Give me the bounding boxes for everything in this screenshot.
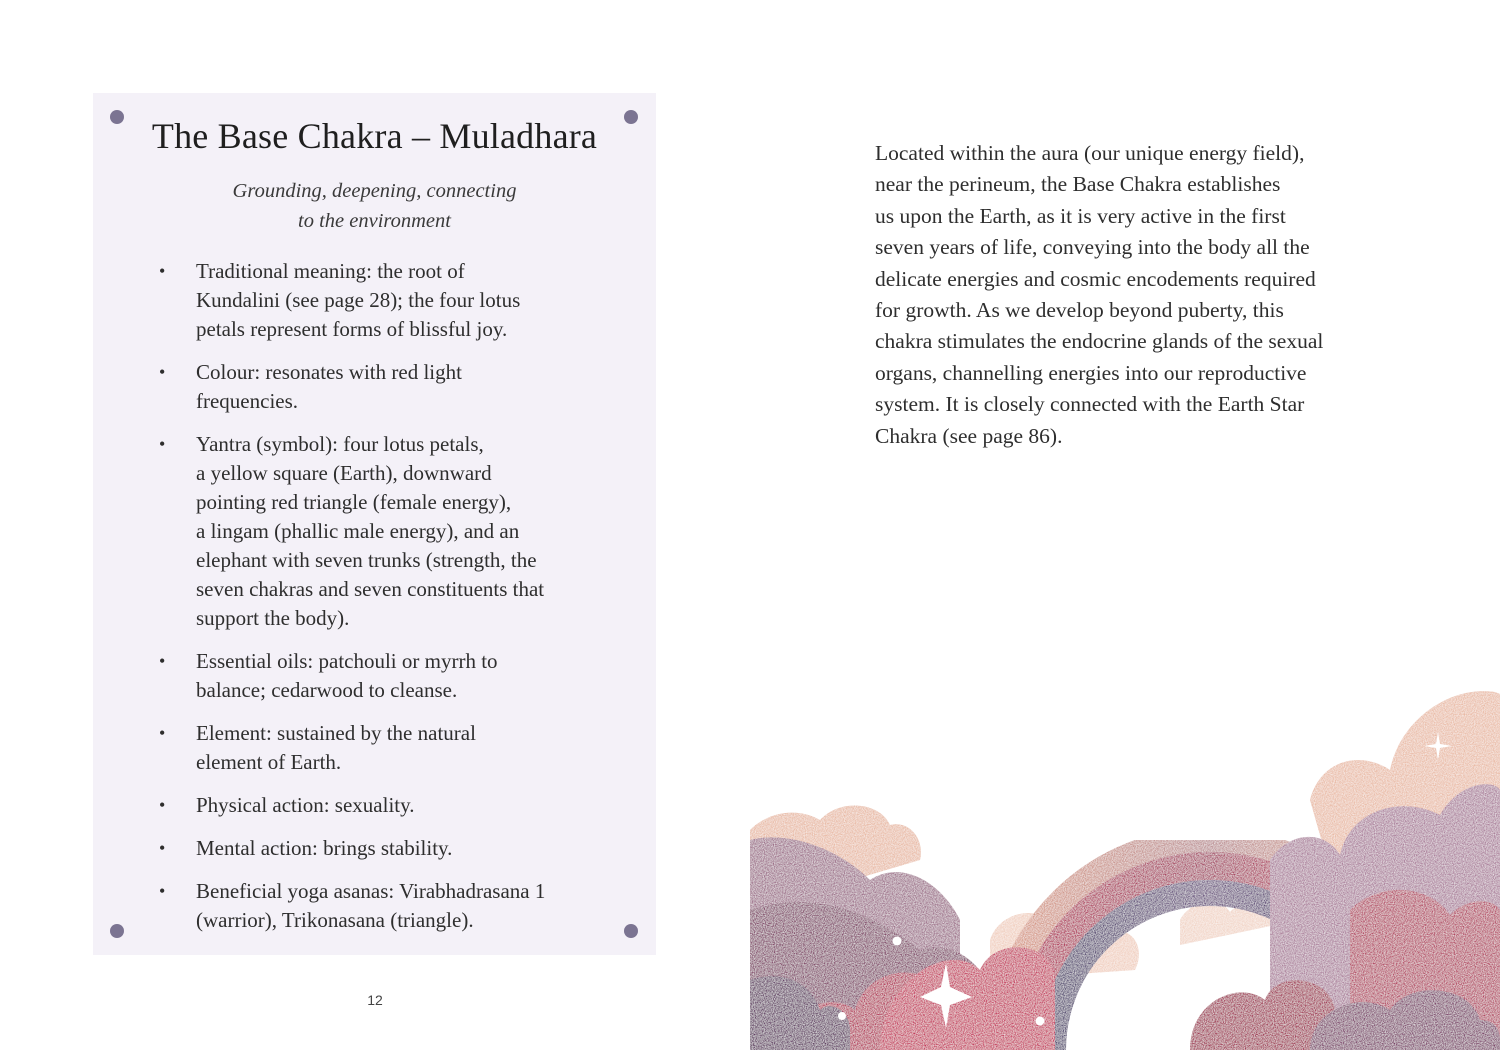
paragraph-line: for growth. As we develop beyond puberty, this bbox=[875, 298, 1284, 323]
bullet-dot: • bbox=[159, 723, 166, 743]
attribute-text-line: element of Earth. bbox=[196, 750, 342, 774]
chakra-title: The Base Chakra – Muladhara bbox=[151, 116, 598, 156]
subtitle-line: to the environment bbox=[298, 210, 451, 232]
paragraph-line: Chakra (see page 86). bbox=[875, 423, 1063, 448]
attribute-list-item bbox=[93, 791, 633, 820]
attribute-list-item bbox=[93, 257, 633, 344]
chakra-subtitle bbox=[93, 176, 656, 236]
attribute-text-line: Physical action: sexuality. bbox=[196, 793, 415, 817]
bullet-dot: • bbox=[159, 838, 166, 858]
attribute-text-line: (warrior), Trikonasana (triangle). bbox=[196, 908, 474, 932]
bullet-dot: • bbox=[159, 651, 166, 671]
paragraph-line: organs, channelling energies into our reproductive bbox=[875, 360, 1307, 385]
paragraph-line: delicate energies and cosmic encodements required bbox=[875, 266, 1316, 291]
attribute-text-line: Mental action: brings stability. bbox=[196, 836, 453, 860]
attribute-text-line: Essential oils: patchouli or myrrh to bbox=[196, 649, 498, 673]
attribute-text-line: seven chakras and seven constituents that bbox=[196, 577, 545, 601]
chakra-info-card bbox=[93, 93, 656, 955]
attribute-text-line: Element: sustained by the natural bbox=[196, 721, 476, 745]
bullet-dot: • bbox=[159, 434, 166, 454]
attribute-list-item bbox=[93, 877, 633, 935]
attribute-text-line: elephant with seven trunks (strength, the bbox=[196, 548, 537, 572]
attribute-text-line: Kundalini (see page 28); the four lotus bbox=[196, 288, 521, 312]
attribute-text-line: balance; cedarwood to cleanse. bbox=[196, 678, 458, 702]
attribute-list-item bbox=[93, 647, 633, 705]
bullet-dot: • bbox=[159, 261, 166, 281]
subtitle-line: Grounding, deepening, connecting bbox=[232, 180, 517, 202]
attribute-text-line: Beneficial yoga asanas: Virabhadrasana 1 bbox=[196, 879, 546, 903]
attribute-list-item bbox=[93, 834, 633, 863]
bullet-dot: • bbox=[159, 881, 166, 901]
rainbow-cloud-illustration bbox=[750, 680, 1500, 1050]
attribute-text-line: Traditional meaning: the root of bbox=[196, 259, 465, 283]
body-paragraph bbox=[875, 138, 1385, 452]
attribute-text-line: support the body). bbox=[196, 606, 350, 630]
paragraph-line: us upon the Earth, as it is very active in the first bbox=[875, 203, 1286, 228]
attribute-text-line: pointing red triangle (female energy), bbox=[196, 490, 512, 514]
paragraph-line: chakra stimulates the endocrine glands of the sexual bbox=[875, 329, 1324, 354]
attribute-text-line: a yellow square (Earth), downward bbox=[196, 461, 492, 485]
attribute-text-line: frequencies. bbox=[196, 389, 299, 413]
attribute-list-item bbox=[93, 719, 633, 777]
bullet-dot: • bbox=[159, 795, 166, 815]
paragraph-line: Located within the aura (our unique energy field), bbox=[875, 141, 1305, 165]
paragraph-line: seven years of life, conveying into the body all the bbox=[875, 235, 1310, 260]
attribute-text-line: Yantra (symbol): four lotus petals, bbox=[196, 432, 484, 456]
attribute-list-item bbox=[93, 430, 633, 633]
attribute-text-line: a lingam (phallic male energy), and an bbox=[196, 519, 520, 543]
paragraph-line: near the perineum, the Base Chakra establishes bbox=[875, 172, 1281, 197]
attribute-list bbox=[93, 257, 633, 949]
attribute-list-item bbox=[93, 358, 633, 416]
attribute-text-line: petals represent forms of blissful joy. bbox=[196, 317, 508, 341]
paragraph-line: system. It is closely connected with the Earth Star bbox=[875, 392, 1305, 417]
attribute-text-line: Colour: resonates with red light bbox=[196, 360, 462, 384]
bullet-dot: • bbox=[159, 362, 166, 382]
page-number: 12 bbox=[367, 992, 383, 1008]
